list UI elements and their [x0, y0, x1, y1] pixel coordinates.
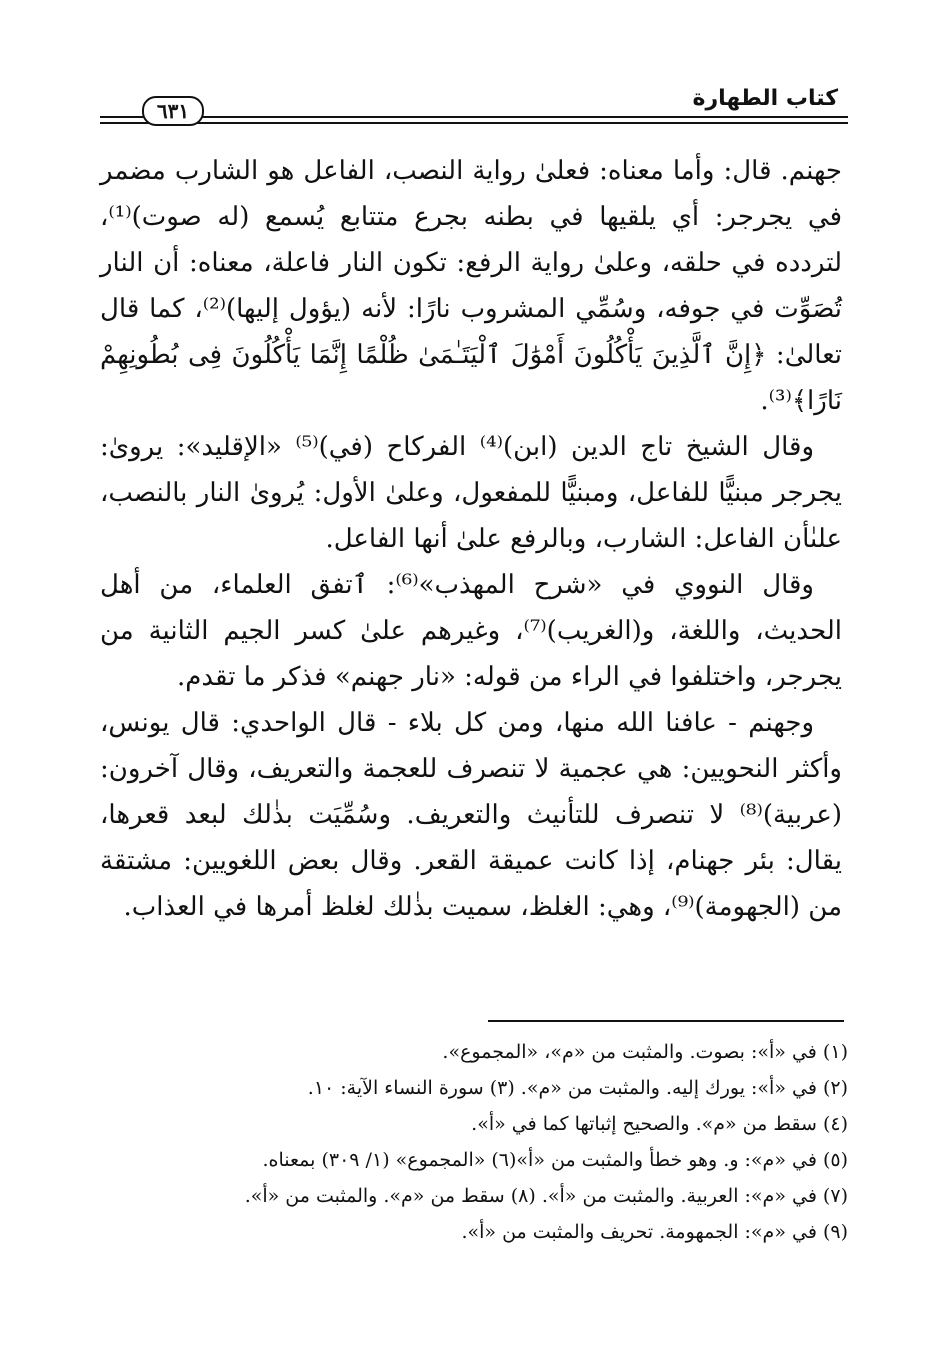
paragraph: وقال النووي في «شرح المهذب»⁽⁶⁾: ٱتفق العلماء، من أهل الحديث، واللغة، و(الغريب)⁽⁷⁾، وغيرهم علىٰ كسر الجيم الثانية من يجرجر، واختلفوا في الراء من قوله: «نار جهنم» فذكر ما تقدم. [100, 570, 842, 692]
header-rule-bottom [100, 122, 848, 124]
footnote: (٢) في «أ»: يورك إليه. والمثبت من «م». (٣) سورة النساء الآية: ١٠. [307, 1077, 848, 1099]
footnote: (٩) في «م»: الجمهومة. تحريف والمثبت من «أ». [461, 1221, 848, 1243]
main-text [100, 148, 842, 930]
page-header [100, 76, 848, 128]
footnote: (٥) في «م»: و. وهو خطأ والمثبت من «أ»(٦) «المجموع» (١/ ٣٠٩) بمعناه. [262, 1149, 848, 1171]
paragraph: وجهنم - عافنا الله منها، ومن كل بلاء - قال الواحدي: قال يونس، وأكثر النحويين: هي عجمية لا تنصرف للعجمة والتعريف، وقال آخرون: (عربية)⁽⁸⁾ لا تنصرف للتأنيث والتعريف. وسُمِّيَت بذٰلك لبعد قعرها، يقال: بئر جهنام، إذا كانت عميقة القعر. وقال بعض اللغويين: مشتقة من (الجهومة)⁽⁹⁾، وهي: الغلظ، سميت بذٰلك لغلظ أمرها في العذاب. [100, 708, 842, 922]
footnotes [100, 1034, 848, 1250]
footnote-separator [488, 1020, 844, 1022]
footnote: (٤) سقط من «م». والصحيح إثباتها كما في «أ». [471, 1113, 848, 1135]
footnote: (٧) في «م»: العربية. والمثبت من «أ». (٨) سقط من «م». والمثبت من «أ». [244, 1185, 848, 1207]
header-rule-top [100, 116, 848, 118]
footnote: (١) في «أ»: بصوت. والمثبت من «م»، «المجموع». [442, 1041, 848, 1063]
page-number [142, 96, 204, 126]
paragraph: وقال الشيخ تاج الدين (ابن)⁽⁴⁾ الفركاح (في)⁽⁵⁾ «الإقليد»: يروىٰ: يجرجر مبنيًّا للفاعل، ومبنيًّا للمفعول، وعلىٰ الأول: يُروىٰ النار بالنصب، علىٰأن الفاعل: الشارب، وبالرفع علىٰ أنها الفاعل. [100, 432, 842, 554]
paragraph: جهنم. قال: وأما معناه: فعلىٰ رواية النصب، الفاعل هو الشارب مضمر في يجرجر: أي يلقيها في بطنه بجرع متتابع يُسمع (له صوت)⁽¹⁾، لتردده في حلقه، وعلىٰ رواية الرفع: تكون النار فاعلة، معناه: أن النار تُصَوِّت في جوفه، وسُمِّي المشروب نارًا: لأنه (يؤول إليها)⁽²⁾، كما قال تعالىٰ: ﴿إِنَّ ٱلَّذِينَ يَأْكُلُونَ أَمْوَٰلَ ٱلْيَتَـٰمَىٰ ظُلْمًا إِنَّمَا يَأْكُلُونَ فِى بُطُونِهِمْ نَارًا﴾⁽³⁾. [100, 156, 843, 416]
page-number-text: ٦٣١ [156, 99, 190, 123]
chapter-title: كتاب الطهارة [692, 86, 838, 111]
